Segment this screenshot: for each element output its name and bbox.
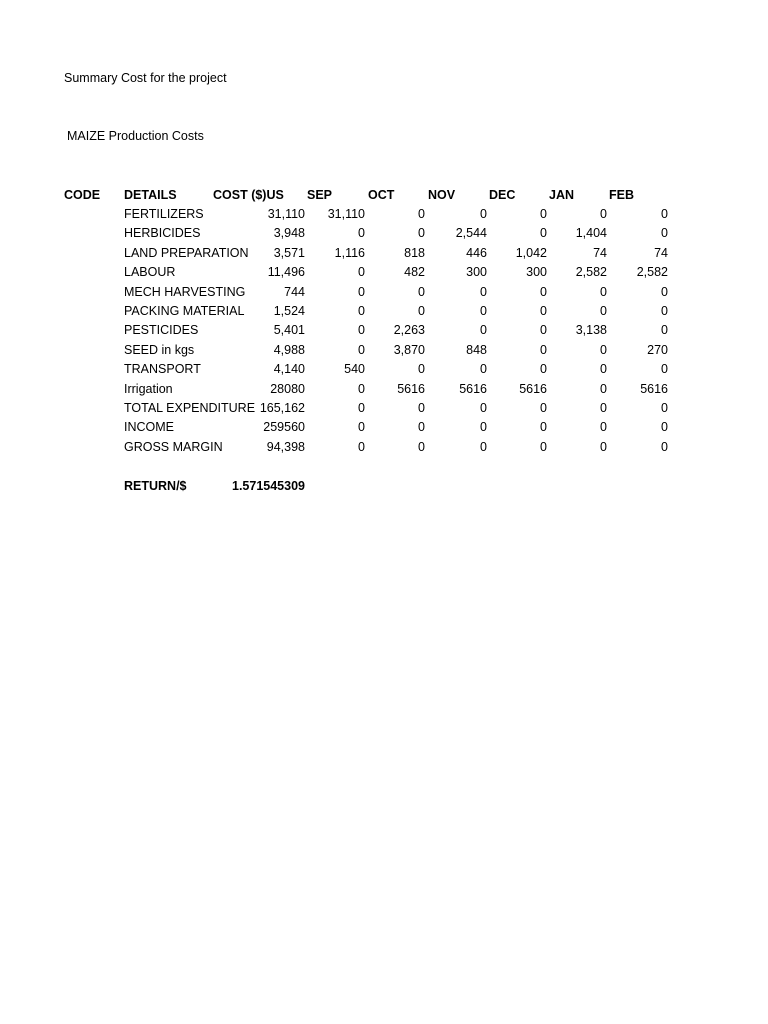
row-month-value: 0 (540, 285, 547, 299)
row-month-value: 2,582 (575, 265, 607, 279)
row-month-value: 5616 (397, 382, 425, 396)
row-month-value: 300 (466, 265, 487, 279)
row-month-value: 0 (480, 362, 487, 376)
row-cost: 4,988 (273, 343, 305, 357)
row-details: PESTICIDES (124, 323, 199, 337)
row-month-value: 0 (480, 304, 487, 318)
row-month-value: 0 (661, 285, 668, 299)
row-month-value: 0 (480, 207, 487, 221)
row-month-value: 0 (418, 420, 425, 434)
row-details: TRANSPORT (124, 362, 201, 376)
row-month-value: 446 (466, 246, 487, 260)
row-month-value: 818 (404, 246, 425, 260)
header-month-feb: FEB (609, 188, 634, 202)
row-cost: 1,524 (273, 304, 305, 318)
row-month-value: 1,116 (334, 246, 365, 260)
row-cost: 4,140 (273, 362, 305, 376)
row-month-value: 0 (661, 207, 668, 221)
row-month-value: 0 (540, 323, 547, 337)
header-cost: COST ($)US (213, 188, 284, 202)
row-cost: 744 (284, 285, 305, 299)
row-month-value: 0 (600, 382, 607, 396)
row-details: TOTAL EXPENDITURE (124, 401, 256, 415)
row-cost: 28080 (270, 382, 305, 396)
row-month-value: 482 (404, 265, 425, 279)
row-month-value: 0 (418, 285, 425, 299)
row-cost: 165,162 (259, 401, 305, 415)
row-cost: 31,110 (267, 207, 305, 221)
row-month-value: 0 (358, 401, 365, 415)
row-month-value: 74 (654, 246, 668, 260)
row-details: LAND PREPARATION (124, 246, 249, 260)
row-details: MECH HARVESTING (124, 285, 246, 299)
row-month-value: 540 (344, 362, 365, 376)
row-details: HERBICIDES (124, 226, 201, 240)
header-month-nov: NOV (428, 188, 456, 202)
row-month-value: 3,870 (393, 343, 425, 357)
row-month-value: 0 (661, 440, 668, 454)
row-month-value: 0 (358, 440, 365, 454)
row-month-value: 0 (480, 401, 487, 415)
row-month-value: 0 (540, 343, 547, 357)
row-month-value: 2,544 (455, 226, 487, 240)
row-month-value: 0 (661, 420, 668, 434)
row-month-value: 0 (600, 401, 607, 415)
row-month-value: 0 (418, 226, 425, 240)
row-month-value: 0 (418, 304, 425, 318)
return-label: RETURN/$ (124, 479, 187, 493)
row-cost: 259560 (263, 420, 305, 434)
row-month-value: 0 (418, 207, 425, 221)
row-month-value: 5616 (519, 382, 547, 396)
row-details: FERTILIZERS (124, 207, 204, 221)
row-month-value: 5616 (640, 382, 668, 396)
row-month-value: 0 (358, 343, 365, 357)
row-month-value: 2,263 (393, 323, 425, 337)
row-month-value: 0 (600, 440, 607, 454)
row-month-value: 0 (540, 226, 547, 240)
header-code: CODE (64, 188, 101, 202)
row-cost: 94,398 (266, 440, 305, 454)
row-month-value: 0 (540, 207, 547, 221)
row-month-value: 0 (358, 226, 365, 240)
row-month-value: 0 (418, 401, 425, 415)
row-month-value: 0 (540, 362, 547, 376)
row-month-value: 5616 (459, 382, 487, 396)
row-cost: 11,496 (267, 265, 305, 279)
header-month-sep: SEP (307, 188, 333, 202)
row-month-value: 0 (358, 285, 365, 299)
row-month-value: 270 (647, 343, 668, 357)
row-month-value: 1,404 (575, 226, 607, 240)
row-details: PACKING MATERIAL (124, 304, 245, 318)
row-month-value: 0 (358, 265, 365, 279)
row-month-value: 0 (540, 401, 547, 415)
row-cost: 5,401 (273, 323, 305, 337)
row-month-value: 0 (480, 440, 487, 454)
header-month-oct: OCT (368, 188, 395, 202)
row-month-value: 0 (661, 362, 668, 376)
row-month-value: 0 (600, 362, 607, 376)
row-month-value: 300 (526, 265, 547, 279)
row-month-value: 0 (540, 440, 547, 454)
row-month-value: 0 (480, 323, 487, 337)
row-details: Irrigation (124, 382, 173, 396)
row-month-value: 0 (600, 304, 607, 318)
row-month-value: 848 (466, 343, 487, 357)
header-details: DETAILS (124, 188, 177, 202)
row-month-value: 0 (661, 304, 668, 318)
row-month-value: 0 (358, 382, 365, 396)
row-month-value: 0 (540, 304, 547, 318)
row-cost: 3,948 (273, 226, 305, 240)
row-details: INCOME (124, 420, 174, 434)
row-month-value: 0 (480, 420, 487, 434)
document-subtitle: MAIZE Production Costs (67, 129, 204, 143)
return-value: 1.571545309 (232, 479, 305, 493)
row-month-value: 2,582 (636, 265, 668, 279)
row-month-value: 0 (418, 440, 425, 454)
row-month-value: 1,042 (515, 246, 547, 260)
row-month-value: 0 (661, 323, 668, 337)
row-details: GROSS MARGIN (124, 440, 223, 454)
row-month-value: 0 (540, 420, 547, 434)
row-month-value: 0 (358, 420, 365, 434)
row-details: LABOUR (124, 265, 176, 279)
row-month-value: 0 (661, 226, 668, 240)
row-month-value: 0 (418, 362, 425, 376)
row-month-value: 31,110 (327, 207, 365, 221)
row-details: SEED in kgs (124, 343, 195, 357)
row-month-value: 3,138 (575, 323, 607, 337)
row-month-value: 0 (358, 323, 365, 337)
header-month-dec: DEC (489, 188, 516, 202)
row-month-value: 0 (358, 304, 365, 318)
row-month-value: 0 (600, 420, 607, 434)
row-month-value: 0 (600, 285, 607, 299)
row-month-value: 0 (600, 207, 607, 221)
row-month-value: 0 (600, 343, 607, 357)
row-month-value: 74 (593, 246, 607, 260)
row-cost: 3,571 (273, 246, 305, 260)
header-month-jan: JAN (549, 188, 575, 202)
row-month-value: 0 (480, 285, 487, 299)
document-title: Summary Cost for the project (64, 71, 227, 85)
row-month-value: 0 (661, 401, 668, 415)
